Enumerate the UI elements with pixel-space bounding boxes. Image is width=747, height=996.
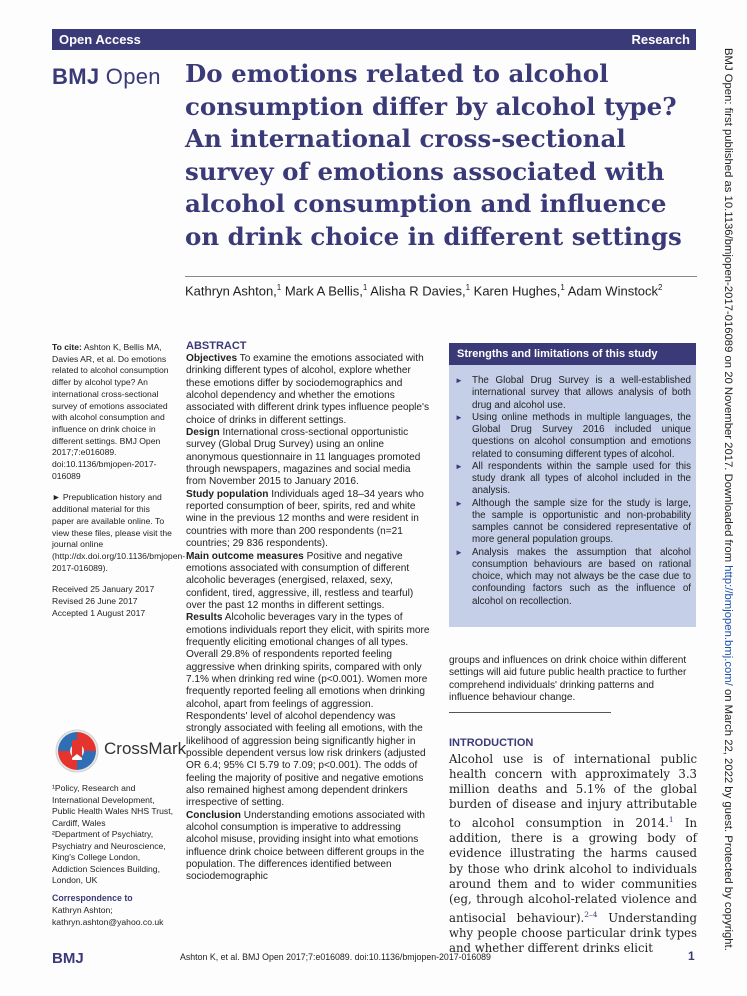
- download-notice: BMJ Open: first published as 10.1136/bmjopen-2017-016089 on 20 November 2017. Downloaded from http://bmjopen.bmj.com/ on March 22, 2022 by guest. Protected by copyright.: [722, 48, 734, 951]
- abstract-outcomes: Main outcome measures Positive and negative emotions associated with consumption of different alcoholic beverages (energised, relaxed, sexy, confident, tired, aggressive, ill, restless and tearful) over the past 12 months in different settings.: [186, 550, 414, 611]
- bullet-icon: ►: [455, 461, 463, 471]
- abstract-results: Results Alcoholic beverages vary in the types of emotions individuals report they elicit, with spirits more frequently eliciting emotional changes of all types. Overall 29.8% of respondents reported feeling aggressive when drinking spirits, compared with only 7.1% when drinking red wine (p<0.001). Women more frequently reported feeling all emotions when drinking alcohol, apart from feelings of aggression. Respondents' level of alcohol dependency was strongly associated with feeling all emotions, with the likelihood of aggression being significantly higher in possible dependent versus low risk drinkers (adjusted OR 6.4; 95% CI 5.79 to 7.09; p<0.001). The odds of feeling the majority of positive and negative emotions also remained highest among dependent drinkers irrespective of setting.: [186, 612, 430, 809]
- cite-label: To cite:: [52, 342, 82, 352]
- abstract-end-rule: [449, 712, 611, 713]
- crossmark-badge[interactable]: [54, 728, 187, 774]
- bullet-icon: ►: [455, 547, 463, 557]
- citation-ref[interactable]: 2–4: [584, 909, 598, 919]
- open-access-label: Open Access: [59, 32, 141, 47]
- citation-ref[interactable]: 1: [668, 815, 674, 825]
- page-number: 1: [688, 949, 695, 963]
- abstract-continued: groups and influences on drink choice within different settings will aid future public health practice to further comprehend individuals' drinking patterns and influence behaviour change.: [449, 655, 687, 704]
- journal-logo: [52, 64, 161, 90]
- strengths-list: [455, 375, 691, 608]
- crossmark-label: CrossMark: [104, 739, 187, 758]
- article-title: Do emotions related to alcohol consumption differ by alcohol type? An international cross-sectional survey of emotions associated with alcohol consumption and influence on drink choice in different settings: [185, 59, 682, 251]
- list-item: ► All respondents within the sample used for this study drank all types of alcohol included in the analysis.: [455, 460, 691, 497]
- section-label: Research: [631, 32, 690, 47]
- bullet-icon: ►: [455, 498, 463, 508]
- revised-date: Revised 26 June 2017: [52, 596, 138, 607]
- footer-citation: Ashton K, et al. BMJ Open 2017;7:e016089. doi:10.1136/bmjopen-2017-016089: [180, 952, 491, 962]
- accepted-date: Accepted 1 August 2017: [52, 607, 146, 618]
- citation-sidebar: [52, 342, 186, 619]
- list-item: ► Although the sample size for the study is large, the sample is opportunistic and non-probability samples cannot be considered representative of more general population groups.: [455, 497, 691, 546]
- abstract-population: Study population Individuals aged 18–34 years who reported consumption of beer, spirits, red and white wine in the previous 12 months and were resident in countries with more than 200 respondents (n=21 countries; 29 836 respondents).: [186, 488, 424, 550]
- strengths-box: [449, 343, 696, 627]
- abstract-body: [186, 353, 433, 884]
- abstract-design: Design International cross-sectional opportunistic survey (Global Drug Survey) using an online anonymous questionnaire in 11 languages promoted through newspapers, magazines and social media from November 2015 to January 2016.: [186, 427, 421, 488]
- introduction-text: Alcohol use is of international public health concern with approximately 3.3 million deaths and 5.1% of the global burden of disease and injury attributable to alcohol consumption in 2014.$^1$ In addition, there is a growing body of evidence illustrating the harms caused by those who drink alcohol to individuals around them and to wider communities (eg, through alcohol-related violence and antisocial behaviour).$^{2-4}$ Understanding why people choose particular drink types and whether different drinks elicit: [449, 752, 697, 955]
- introduction-heading: INTRODUCTION: [449, 737, 534, 749]
- cite-text: Ashton K, Bellis MA, Davies AR, et al. Do emotions related to alcohol consumption differ by alcohol type? An international cross-sectional survey of emotions associated with alcohol consumption and influence on drink choice in different settings. BMJ Open 2017;7:e016089. doi:10.1136/bmjopen-2017-016089: [52, 342, 169, 481]
- author-name: Karen Hughes,: [470, 283, 561, 299]
- author-name: Kathryn Ashton,: [185, 283, 277, 299]
- list-item: ► The Global Drug Survey is a well-established international survey that allows analysis of both drug and alcohol use.: [455, 375, 691, 411]
- correspondence-heading: Correspondence to: [52, 893, 133, 903]
- bullet-icon: ►: [455, 376, 463, 385]
- received-date: Received 25 January 2017: [52, 584, 155, 595]
- journal-link[interactable]: http://bmjopen.bmj.com/: [722, 565, 734, 686]
- bullet-icon: ►: [455, 412, 463, 422]
- author-affil: 1: [560, 283, 565, 292]
- list-item: ► Using online methods in multiple languages, the Global Drug Survey 2016 included unique questions on alcohol consumption and emotions related to consuming different types of alcohol.: [455, 411, 691, 460]
- header-bar: [52, 29, 696, 50]
- strengths-heading: Strengths and limitations of this study: [449, 343, 696, 365]
- logo-bmj: BMJ: [52, 64, 100, 89]
- affiliation-2: ²Department of Psychiatry, Psychiatry and Neuroscience, King's College London, Addiction Sciences Building, London, UK: [52, 829, 166, 885]
- author-list: [185, 283, 705, 298]
- abstract-heading: ABSTRACT: [186, 340, 247, 352]
- author-name: Alisha R Davies,: [367, 283, 466, 299]
- list-item: ► Analysis makes the assumption that alcohol consumption behaviours are based on rational choice, which may not always be the case due to confounding factors such as the influence of alcohol on recollection.: [455, 546, 691, 607]
- author-name: Adam Winstock: [564, 283, 659, 299]
- crossmark-icon: [54, 728, 100, 774]
- author-name: Mark A Bellis,: [281, 283, 363, 299]
- corr-email[interactable]: kathryn.ashton@yahoo.co.uk: [52, 916, 164, 927]
- author-affil: 2: [658, 283, 663, 292]
- affiliation-1: ¹Policy, Research and International Development, Public Health Wales NHS Trust, Cardiff, Wales: [52, 783, 173, 828]
- author-affil: 1: [362, 283, 368, 292]
- author-affil: 1: [465, 283, 471, 292]
- corr-name: Kathryn Ashton;: [52, 905, 113, 915]
- abstract-objectives: Objectives To examine the emotions associated with drinking different types of alcohol, explore whether these emotions differ by sociodemographics and alcohol dependency and whether the emotions associated with different drink types influence people's choice of drinks in different settings.: [186, 353, 430, 426]
- logo-open: Open: [105, 64, 161, 89]
- title-divider: [185, 276, 697, 277]
- author-affil: 1: [276, 283, 282, 292]
- correspondence: [52, 905, 177, 928]
- cite-block: [52, 342, 172, 482]
- abstract-conclusion: Conclusion Understanding emotions associated with alcohol consumption is imperative to addressing alcohol misuse, providing insight into what emotions influence drink choice between different groups in the population. The differences identified between sociodemographic: [186, 809, 426, 883]
- prepub-note[interactable]: ► Prepublication history and additional material for this paper are available online. To view these files, please visit the journal online (http://dx.doi.org/10.1136/bmjopen-2017-016089).: [52, 492, 186, 573]
- footer-logo: BMJ: [52, 950, 84, 967]
- affiliations: [52, 783, 177, 887]
